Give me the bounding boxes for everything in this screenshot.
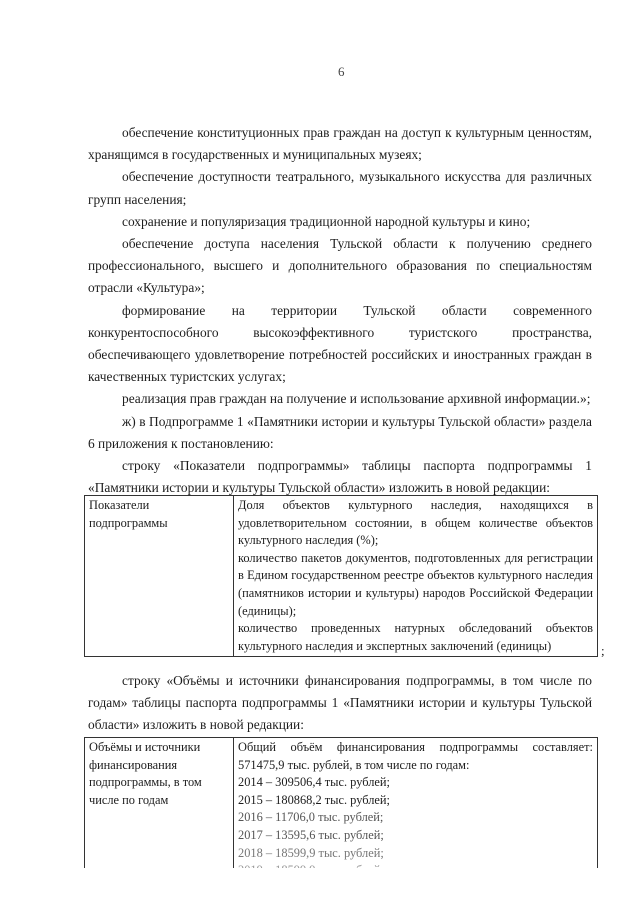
paragraph: обеспечение доступности театрального, музыкального искусства для различных групп населения; xyxy=(88,169,592,207)
table-cell-value xyxy=(234,496,598,657)
page-number: 6 xyxy=(338,64,345,79)
paragraph: сохранение и популяризация традиционной народной культуры и кино; xyxy=(122,213,531,229)
cell-line: 2015 – 180868,2 тыс. рублей; xyxy=(238,792,390,807)
table-cell-label xyxy=(85,496,234,657)
document-body-continued xyxy=(88,670,592,737)
paragraph: реализация прав граждан на получение и использование архивной информации.»; xyxy=(122,391,591,407)
indicators-table xyxy=(84,495,598,657)
cell-label-text: Показатели подпрограммы xyxy=(89,498,168,530)
paragraph: формирование на территории Тульской области современного конкурентоспособного высокоэффективного туристского пространства, обеспечивающего удовлетворение потребностей российских и иностранных граждан в качественных туристских услугах; xyxy=(88,302,592,385)
paragraph: обеспечение доступа населения Тульской области к получению среднего профессионального, высшего и дополнительного образования по специальностям отрасли «Культура»; xyxy=(88,236,592,296)
semicolon-mark: ; xyxy=(601,643,605,658)
cell-line: Общий объём финансирования подпрограммы составляет: 571475,9 тыс. рублей, в том числе по годам: xyxy=(238,740,593,772)
cell-label-text: Объёмы и источники финансирования подпрограммы, в том числе по годам xyxy=(89,740,202,807)
table-row xyxy=(85,738,598,882)
paragraph: строку «Показатели подпрограммы» таблицы паспорта подпрограммы 1 «Памятники истории и культуры Тульской области» изложить в новой редакции: xyxy=(88,458,592,496)
paragraph: ж) в Подпрограмме 1 «Памятники истории и культуры Тульской области» раздела 6 приложения к постановлению: xyxy=(88,413,592,451)
cell-line: 2016 – 11706,0 тыс. рублей; xyxy=(238,810,384,825)
table-cell-label xyxy=(85,738,234,882)
cell-line: Доля объектов культурного наследия, находящихся в удовлетворительном состоянии, в общем количестве объектов культурного наследия (%); xyxy=(238,498,593,548)
table-row xyxy=(85,496,598,657)
financing-table xyxy=(84,737,598,882)
page-bottom-edge xyxy=(0,868,640,905)
cell-line: количество пакетов документов, подготовленных для регистрации в Едином государственном реестре объектов культурного наследия (памятников истории и культуры) народов Российской Федерации (единицы); xyxy=(238,550,593,618)
cell-line: 2014 – 309506,4 тыс. рублей; xyxy=(238,775,390,790)
paragraph: обеспечение конституционных прав граждан на доступ к культурным ценностям, хранящимся в государственных и муниципальных музеях; xyxy=(88,125,592,163)
cell-line: количество проведенных натурных обследований объектов культурного наследия и экспертных заключений (единицы) xyxy=(238,621,593,653)
document-body xyxy=(88,122,592,499)
cell-line: 2017 – 13595,6 тыс. рублей; xyxy=(238,827,384,842)
table-cell-value xyxy=(234,738,598,882)
cell-line: 2018 – 18599,9 тыс. рублей; xyxy=(238,845,384,860)
paragraph: строку «Объёмы и источники финансирования подпрограммы, в том числе по годам» таблицы паспорта подпрограммы 1 «Памятники истории и культуры Тульской области» изложить в новой редакции: xyxy=(88,673,592,733)
